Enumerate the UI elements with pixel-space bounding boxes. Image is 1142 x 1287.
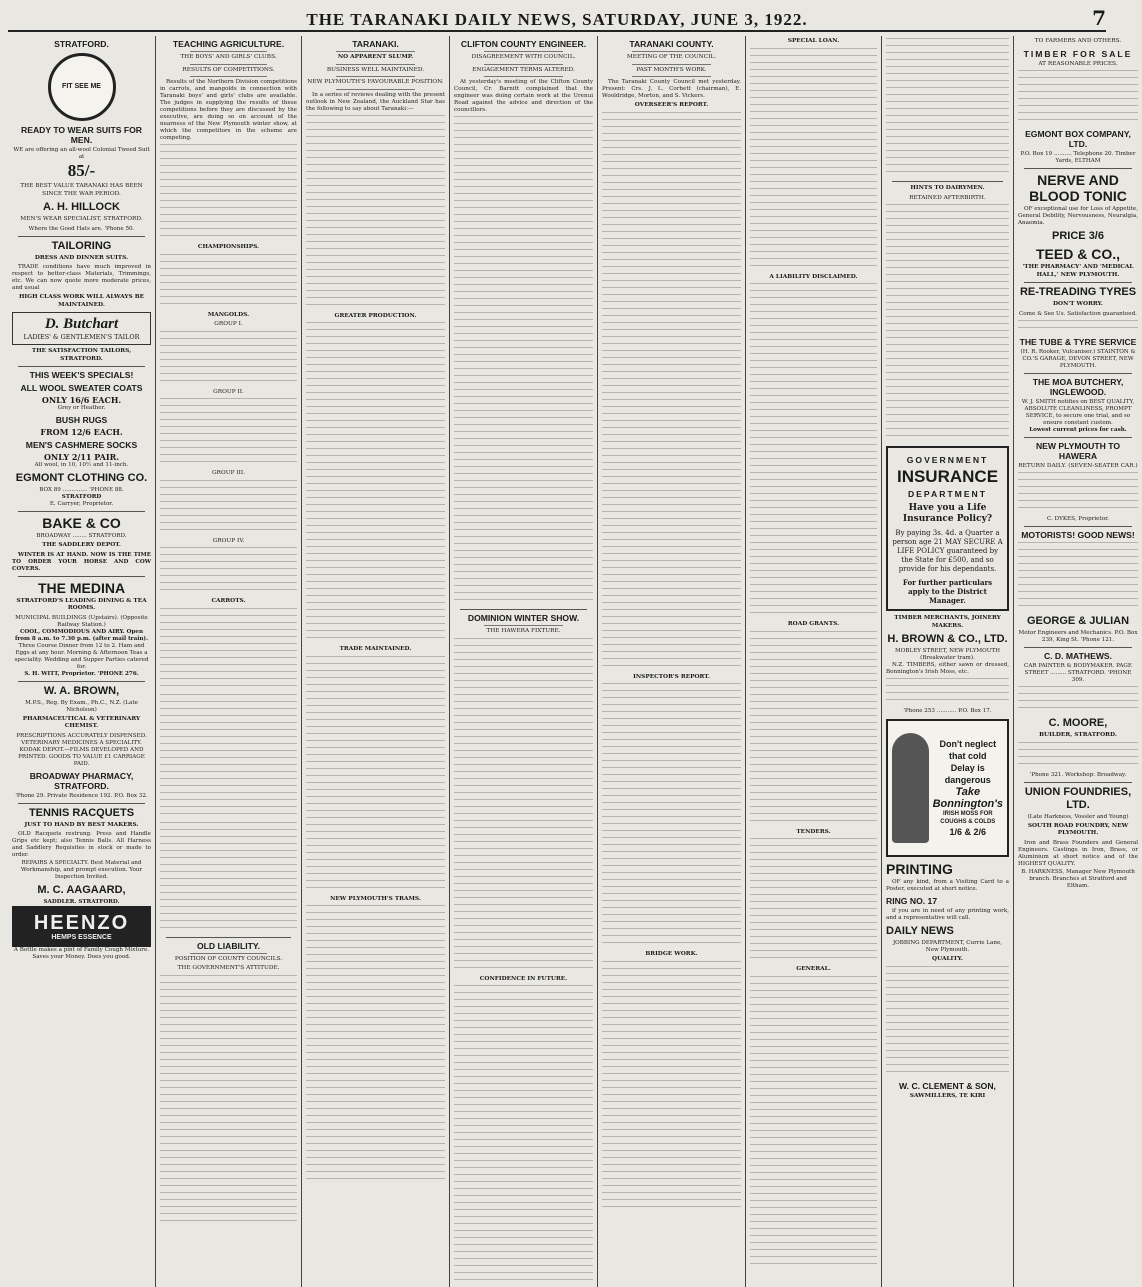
saddlery-depot: THE SADDLERY DEPOT. — [42, 542, 121, 548]
article-text — [160, 822, 297, 934]
union-foundries-body: Iron and Brass Founders and General Engineers. Castings in Iron, Brass, or Aluminium at short notice and of the HIGHEST QUALITY. — [1018, 839, 1138, 867]
masthead — [8, 6, 1106, 32]
championships-heading: CHAMPIONSHIPS. — [197, 244, 260, 250]
moa-butchery-heading: THE MOA BUTCHERY, INGLEWOOD. — [1032, 376, 1124, 397]
article-text — [454, 638, 593, 974]
ring-body: if you are in need of any printing work, and a representative will call. — [886, 908, 1009, 921]
bonningtons-price: 1/6 & 2/6 — [949, 827, 987, 837]
taranaki-sub1: NO APPARENT SLUMP. — [337, 54, 414, 60]
article-text — [750, 631, 877, 827]
man-figure-icon — [892, 733, 929, 843]
winter-show-sub: THE HAWERA FIXTURE. — [486, 628, 561, 634]
county-sub1: MEETING OF THE COUNCIL. — [626, 54, 717, 60]
special-1-colour: Grey or Heather. — [57, 405, 106, 411]
clifton-body: At yesterday's meeting of the Clifton County Council, Cr. Barnitt complained that the engineer was doing certain work at the Urenui Road against the advice and direction of the councillors. — [454, 79, 593, 113]
clifton-sub2: ENGAGEMENT TERMS ALTERED. — [472, 66, 575, 73]
retread-heading: RE-TREADING TYRES — [1019, 286, 1137, 298]
general-heading: GENERAL. — [796, 966, 831, 972]
moore-sub: BUILDER, STRATFORD. — [1039, 732, 1117, 738]
egmont-box-phone: P.O. Box 19 .......... Telephone 20. Timber Yards, ELTHAM — [1020, 151, 1136, 164]
old-liability-sub2: THE GOVERNMENT'S ATTITUDE. — [177, 965, 280, 971]
special-3-price: ONLY 2/11 PAIR. — [43, 452, 120, 462]
column-4-clifton — [450, 36, 598, 1287]
medina-address: MUNICIPAL BUILDINGS (Upstairs). (Opposite Railway Station.) — [15, 614, 148, 628]
article-text — [750, 976, 877, 1270]
insurance-body: By paying 3s. 4d. a Quarter a person age 21 MAY SECURE A LIFE POLICY guaranteed by the State for £500, and so provide for his dependants. — [892, 529, 1003, 573]
divider — [336, 76, 415, 77]
mathews-sub: CAR PAINTER & BODYMAKER. PAGE STREET ......... STRATFORD. 'PHONE 309. — [1024, 663, 1132, 683]
retread-sub: DON'T WORRY. — [1053, 301, 1103, 307]
brown-qualifications: M.P.S., Reg. By Exam., Ph.C., N.Z. (Late Nicholson) — [25, 699, 138, 713]
mangolds-group3: GROUP III. — [211, 470, 246, 476]
insurance-word: INSURANCE — [896, 467, 999, 486]
teed-sub: 'THE PHARMACY' AND 'MEDICAL HALL,' NEW PLYMOUTH. — [1022, 264, 1134, 278]
ring-heading: RING NO. 17 — [886, 896, 938, 906]
trade-maintained-heading: TRADE MAINTAINED. — [339, 646, 412, 652]
rtw-heading: READY TO WEAR SUITS FOR MEN. — [21, 125, 142, 145]
agriculture-sub2: RESULTS OF COMPETITIONS. — [182, 66, 275, 73]
brown-services: PRESCRIPTIONS ACCURATELY DISPENSED. VETERINARY MEDICINES A SPECIALITY. KODAK DEPOT.—FILMS DEVELOPED AND PRINTED. GOODS TO VALUE £1 CARRIAGE PAID. — [16, 732, 147, 767]
old-liability-sub1: POSITION OF COUNTY COUNCILS. — [174, 955, 283, 962]
article-text — [1018, 320, 1138, 334]
rtw-body: WE are offering an all-wool Colonial Tweed Suit at — [13, 147, 150, 160]
rtw-price: 85/- — [67, 161, 96, 180]
medina-sub: STRATFORD'S LEADING DINING & TEA ROOMS. — [16, 597, 147, 611]
divider — [484, 625, 563, 626]
tailoring-heading: TAILORING — [51, 239, 112, 252]
overseer-heading: OVERSEER'S REPORT. — [634, 102, 709, 108]
hillock-name: A. H. HILLOCK — [43, 201, 120, 213]
taranaki-sub2: BUSINESS WELL MAINTAINED. — [326, 66, 425, 73]
agriculture-heading: TEACHING AGRICULTURE. — [172, 39, 285, 49]
specials-heading: THIS WEEK'S SPECIALS! — [29, 370, 134, 380]
article-text — [160, 398, 297, 468]
divider — [632, 64, 711, 65]
county-body: The Taranaki County Council met yesterday. Present: Crs. J. L. Corbett (chairman), E. Wooldridge, Morton, and S. Vickers. — [602, 79, 741, 99]
butchart-ad — [12, 312, 151, 345]
agriculture-sub1: THE BOYS' AND GIRLS' CLUBS. — [180, 54, 277, 60]
moore-phone: 'Phone 321. Workshop: Broadway. — [1029, 771, 1127, 778]
egmont-clothing-name: EGMONT CLOTHING CO. — [15, 472, 148, 484]
divider — [1024, 782, 1132, 783]
column-3-taranaki — [302, 36, 450, 1287]
divider — [1024, 647, 1132, 648]
moore-name: C. MOORE, — [1048, 717, 1108, 729]
article-text — [750, 838, 877, 964]
rtw-tagline: THE BEST VALUE TARANAKI HAS BEEN SINCE THE WAR PERIOD. — [20, 183, 143, 197]
union-foundries-sub: (Late Harkness, Vossler and Young) — [1027, 813, 1129, 820]
daily-news-heading: DAILY NEWS — [886, 925, 954, 937]
medina-heading: THE MEDINA — [37, 579, 126, 596]
carrots-heading: CARROTS. — [211, 598, 246, 604]
nz-timbers: N.Z. TIMBERS, either sawn or dressed, Bonnington's Irish Moss, etc. — [886, 662, 1009, 675]
article-text — [1018, 472, 1138, 514]
reasonable-prices: AT REASONABLE PRICES. — [1038, 60, 1118, 67]
divider — [190, 953, 267, 954]
road-grants-heading: ROAD GRANTS. — [787, 621, 840, 627]
medina-lunch: Three Course Dinner from 12 to 2. Ham and Eggs at any hour. Morning & Afternoon Teas a speciality. Wedding and Supper Parties catered for. — [14, 642, 149, 670]
article-text — [750, 48, 877, 272]
nerve-tonic-price: PRICE 3/6 — [1052, 230, 1104, 242]
mangolds-heading: MANGOLDS. — [207, 311, 250, 318]
column-8-ads — [1014, 36, 1142, 1287]
divider — [18, 681, 145, 682]
greater-production-heading: GREATER PRODUCTION. — [334, 312, 417, 319]
brown-chemist: PHARMACEUTICAL & VETERINARY CHEMIST. — [22, 715, 141, 729]
column-5-taranaki-county — [598, 36, 746, 1287]
article-text — [602, 683, 741, 949]
article-text — [306, 656, 445, 894]
h-brown-name: H. BROWN & CO., LTD. — [887, 633, 1008, 645]
egmont-clothing-box: BOX 89 .............. 'PHONE 88. — [39, 487, 124, 493]
tennis-heading: TENNIS RACQUETS — [28, 806, 135, 819]
farmers-heading: TO FARMERS AND OTHERS. — [1034, 38, 1122, 44]
article-text — [306, 115, 445, 311]
agriculture-body: Results of the Northern Division competitions in carrots, and mangolds in connection with Taranaki boys' and girls' clubs are available. The judges in supplying the results of these competitions before they are discussed by the executive, are doing so on account of the nearness of the New Plymouth winter show, at which the competitors in the scheme are competing. — [160, 79, 297, 141]
divider — [336, 64, 415, 65]
insurance-government: GOVERNMENT — [906, 455, 989, 465]
hawera-proprietor: C. DYKES, Proprietor. — [1047, 516, 1109, 522]
divider — [336, 51, 415, 52]
article-text — [160, 547, 297, 596]
bake-heading: BAKE & CO — [42, 515, 121, 531]
column-2-agriculture — [156, 36, 302, 1287]
divider — [1024, 168, 1132, 169]
printing-body: OF any kind, from a Visiting Card to a Poster, executed at short notice. — [886, 879, 1009, 892]
printing-heading: PRINTING — [886, 861, 953, 877]
article-text — [160, 480, 297, 536]
mathews-name: C. D. MATHEWS. — [1043, 651, 1113, 661]
bonningtons-ad — [886, 719, 1009, 857]
divider — [892, 181, 1003, 182]
column-1-advertisements — [8, 36, 156, 1287]
butchart-tagline: THE SATISFACTION TAILORS, STRATFORD. — [31, 348, 132, 362]
egmont-clothing-manager: E. Carryer, Proprietor. — [49, 501, 114, 507]
liability-heading: A LIABILITY DISCLAIMED. — [769, 273, 858, 280]
hints-sub: RETAINED AFTERBIRTH. — [909, 194, 986, 201]
union-foundries-heading: UNION FOUNDRIES, LTD. — [1024, 785, 1132, 811]
divider — [1024, 526, 1132, 527]
george-julian-sub: Motor Engineers and Mechanics. P.O. Box 239, King St. 'Phone 121. — [1018, 630, 1138, 643]
hints-heading: HINTS TO DAIRYMEN. — [910, 185, 985, 191]
article-text — [160, 975, 297, 1225]
article-text — [160, 144, 297, 242]
taranaki-sub3: NEW PLYMOUTH'S FAVOURABLE POSITION. — [307, 79, 444, 85]
divider — [484, 76, 563, 77]
county-sub2: PAST MONTH'S WORK. — [636, 66, 707, 73]
fit-logo — [48, 53, 116, 121]
divider — [18, 576, 145, 577]
special-loan-heading: SPECIAL LOAN. — [787, 38, 840, 44]
butchart-sub: LADIES' & GENTLEMEN'S TAILOR — [23, 333, 140, 341]
fit-logo-text: FIT SEE ME — [62, 83, 101, 90]
article-text — [454, 116, 593, 606]
union-foundries-location: SOUTH ROAD FOUNDRY, NEW PLYMOUTH. — [1027, 822, 1129, 836]
divider — [632, 51, 711, 52]
moa-butchery-body: W. J. SMITH notifies on BEST QUALITY, ABSOLUTE CLEANLINESS, PROMPT SERVICE, to secure one trial, and so ensure constant custom. — [1021, 398, 1135, 426]
divider — [190, 64, 267, 65]
george-julian-name: GEORGE & JULIAN — [1026, 615, 1130, 627]
divider — [18, 803, 145, 804]
heenzo-note: A Bottle makes a pint of Family Cough Mixture. Saves your Money. Does you good. — [13, 947, 150, 960]
special-1-price: ONLY 16/6 EACH. — [41, 395, 122, 405]
article-text — [1018, 70, 1138, 126]
winter-show-heading: DOMINION WINTER SHOW. — [467, 613, 580, 623]
egmont-box-name: EGMONT BOX COMPANY, LTD. — [1025, 129, 1131, 149]
h-brown-phone: 'Phone 253 ........... P.O. Box 17. — [903, 708, 992, 714]
mangolds-group4: GROUP IV. — [212, 537, 245, 544]
heenzo-ad — [12, 906, 151, 947]
aagaard-location: SADDLER. STRATFORD. — [43, 899, 120, 905]
article-text — [1018, 542, 1138, 612]
divider — [190, 51, 267, 52]
timber-sale-heading: TIMBER FOR SALE — [1023, 48, 1133, 59]
tube-service-heading: THE TUBE & TYRE SERVICE — [1019, 336, 1137, 347]
bonningtons-line4: IRISH MOSS FOR COUGHS & COLDS — [940, 811, 996, 825]
winter-notice: WINTER IS AT HAND. NOW IS THE TIME TO ORDER YOUR HORSE AND COW COVERS. — [12, 551, 151, 572]
article-text — [602, 112, 741, 672]
stratford-heading: STRATFORD. — [54, 39, 109, 49]
special-3-sizes: All wool, in 10, 10½ and 11-inch. — [34, 462, 129, 468]
masthead-title: THE TARANAKI DAILY NEWS, SATURDAY, JUNE 3, 1922. — [306, 10, 808, 29]
insurance-ad — [886, 446, 1009, 611]
divider — [460, 609, 587, 610]
tenders-heading: TENDERS. — [796, 828, 831, 835]
heenzo-logo: HEENZO — [33, 912, 130, 934]
article-text — [160, 694, 297, 820]
special-3: MEN'S CASHMERE SOCKS — [25, 440, 138, 450]
bonningtons-line3: Take Bonnington's — [932, 786, 1004, 810]
retread-body: Come & See Us. Satisfaction guaranteed. — [1019, 310, 1137, 317]
hillock-sub: MEN'S WEAR SPECIALIST, STRATFORD. — [20, 216, 143, 222]
tailoring-sub: DRESS AND DINNER SUITS. — [34, 254, 129, 261]
tube-service-sub: (H. R. Rooker, Vulcaniser.) STAINTON & CO.'S GARAGE, DEVON STREET, NEW PLYMOUTH. — [1020, 348, 1136, 369]
article-text — [602, 961, 741, 1213]
special-1: ALL WOOL SWEATER COATS — [20, 383, 143, 393]
quality-heading: QUALITY. — [932, 956, 963, 962]
insurance-department: DEPARTMENT — [907, 489, 988, 499]
medina-proprietor: S. H. WITT, Proprietor. 'PHONE 276. — [24, 670, 139, 677]
divider — [484, 64, 563, 65]
motorists-heading: MOTORISTS! GOOD NEWS! — [1021, 530, 1135, 540]
divider — [190, 76, 267, 77]
divider — [484, 51, 563, 52]
trams-heading: NEW PLYMOUTH'S TRAMS. — [330, 895, 421, 902]
divider — [632, 76, 711, 77]
article-text — [886, 38, 1009, 178]
article-text — [160, 331, 297, 387]
union-foundries-manager: B. HARKNESS, Manager New Plymouth branch. Branches at Stratford and Eltham. — [1021, 868, 1135, 889]
nerve-tonic-heading: NERVE AND BLOOD TONIC — [1029, 172, 1127, 204]
divider — [18, 511, 145, 512]
old-liability-heading: OLD LIABILITY. — [196, 940, 261, 951]
nerve-tonic-body: OF exceptional use for Loss of Appetite, General Debility, Nervousness, Neuralgia, Anaemia. — [1018, 206, 1138, 226]
egmont-clothing-location: STRATFORD — [61, 494, 102, 500]
divider — [166, 937, 291, 938]
hawera-sub: RETURN DAILY. (SEVEN-SEATER CAR.) — [1018, 462, 1138, 469]
h-brown-location: MOBLEY STREET, NEW PLYMOUTH (Breakwater tram). — [894, 648, 1001, 661]
divider — [336, 89, 415, 90]
page-number: 7 — [1092, 6, 1106, 30]
column-7-ads — [882, 36, 1014, 1287]
teed-name: TEED & CO., — [1035, 246, 1120, 262]
article-text — [306, 322, 445, 644]
clement-name: W. C. CLEMENT & SON, — [899, 1080, 996, 1091]
taranaki-heading: TARANAKI. — [352, 39, 399, 49]
special-2-price: FROM 12/6 EACH. — [40, 427, 123, 437]
heenzo-sub: HEMPS ESSENCE — [51, 934, 112, 941]
clifton-sub1: DISAGREEMENT WITH COUNCIL. — [471, 54, 576, 60]
special-2: BUSH RUGS — [55, 415, 108, 425]
bake-location: BROADWAY ........ STRATFORD. — [36, 533, 127, 539]
article-text — [160, 254, 297, 310]
tennis-sub: JUST TO HAND BY BEST MAKERS. — [24, 821, 139, 828]
clement-sub: SAWMILLERS, TE KIRI — [909, 1092, 986, 1099]
bonningtons-line2: Delay is dangerous — [944, 763, 991, 785]
daily-news-sub: JOBBING DEPARTMENT, Currie Lane, New Plymouth. — [892, 940, 1003, 953]
medina-hours: COOL, COMMODIOUS AND AIRY. Open from 8 a.m. to 7.30 p.m. (after mail train). — [14, 628, 149, 642]
tailoring-tagline: HIGH CLASS WORK WILL ALWAYS BE MAINTAINED. — [18, 294, 145, 308]
tailoring-body: TRADE conditions have much improved in respect to better-class Materials, Trimmings, etc. We can now quote more moderate prices, and usual — [12, 264, 151, 291]
county-heading: TARANAKI COUNTY. — [629, 39, 714, 49]
aagaard-name: M. C. AAGAARD, — [37, 884, 126, 896]
divider — [18, 236, 145, 237]
insurance-question: Have you a Life Insurance Policy? — [902, 503, 993, 524]
mangolds-group2: GROUP II. — [213, 388, 244, 395]
tennis-body: OLD Racquets restrung. Press and Handle Grips etc kept; also Tennis Balls. All Harness and Saddlery Requisites in stock or made to order. — [12, 831, 151, 858]
divider — [1024, 373, 1132, 374]
repairs-notice: REPAIRS A SPECIALTY. Best Material and Workmanship, and prompt execution. Your Inspection Invited. — [20, 860, 143, 880]
hawera-heading: NEW PLYMOUTH TO HAWERA — [1035, 440, 1121, 461]
brown-name: W. A. BROWN, — [43, 684, 120, 697]
broadway-phone: 'Phone 29. Private Residence 192. P.O. Box 32. — [15, 792, 148, 799]
article-text — [160, 608, 297, 692]
article-text — [1018, 742, 1138, 770]
mangolds-group1: GROUP I. — [214, 321, 243, 327]
divider — [1024, 437, 1132, 438]
article-text — [454, 985, 593, 1285]
article-text — [750, 283, 877, 619]
broadway-pharmacy: BROADWAY PHARMACY, STRATFORD. — [29, 770, 134, 791]
article-text — [1018, 686, 1138, 714]
insurance-footer: For further particulars apply to the District Manager. — [902, 578, 993, 605]
timber-merchants: TIMBER MERCHANTS, JOINERY MAKERS. — [894, 615, 1001, 629]
clifton-heading: CLIFTON COUNTY ENGINEER. — [460, 39, 587, 49]
moa-butchery-footer: Lowest current prices for cash. — [1029, 426, 1127, 433]
divider — [1024, 282, 1132, 283]
inspector-heading: INSPECTOR'S REPORT. — [633, 673, 710, 680]
divider — [18, 366, 145, 367]
bonningtons-line1: Don't neglect that cold — [939, 739, 997, 761]
butchart-name: D. Butchart — [44, 316, 119, 332]
article-text — [886, 204, 1009, 442]
bridge-heading: BRIDGE WORK. — [645, 951, 698, 957]
taranaki-body: In a series of reviews dealing with the present outlook in New Zealand, the Auckland Star has the following to say about Taranaki:— — [306, 91, 445, 112]
hillock-note: Where the Good Hats are. 'Phone 50. — [28, 225, 135, 232]
confidence-heading: CONFIDENCE IN FUTURE. — [479, 975, 568, 982]
column-6-county-cont — [746, 36, 882, 1287]
article-text — [886, 678, 1009, 706]
columns — [8, 36, 1138, 1272]
article-text — [306, 905, 445, 1185]
article-text — [886, 966, 1009, 1078]
